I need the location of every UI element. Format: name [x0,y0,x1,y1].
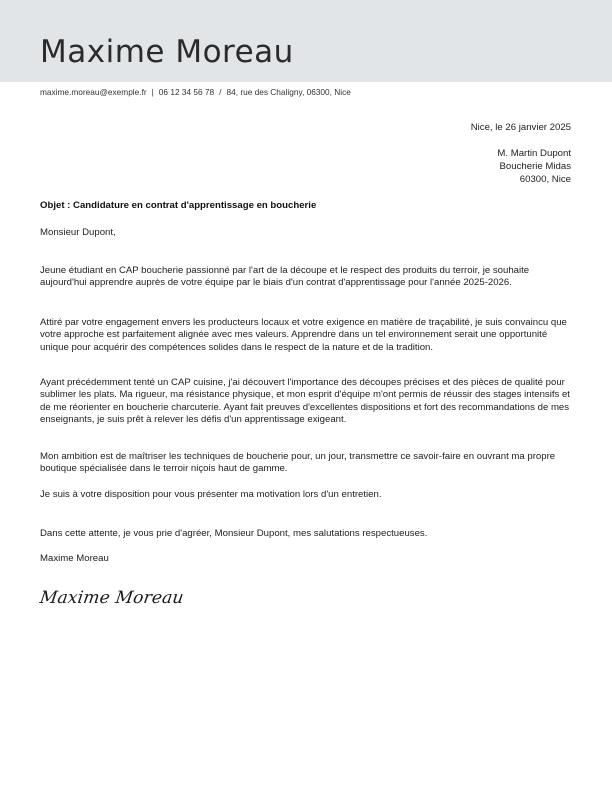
letter-salutation: Monsieur Dupont, [40,227,116,238]
body-paragraph: Attiré par votre engagement envers les producteurs locaux et votre exigence en matière de traçabilité, je suis convaincu que votre approche est parfaitement alignée avec mes valeurs. Apprendre dans un tel environnement serait une opportunité unique pour acquérir des compétences solides dans le respect de la nature et de la tradition. [40,317,567,353]
sender-address: 84, rue des Chaligny, 06300, Nice [226,87,351,97]
handwritten-signature: Maxime Moreau [38,588,186,608]
contact-line [40,87,351,97]
letter-closing: Dans cette attente, je vous prie d'agréer, Monsieur Dupont, mes salutations respectueuses. [40,528,428,539]
recipient-city: 60300, Nice [519,173,571,185]
recipient-name: M. Martin Dupont [497,148,571,159]
sender-name: Maxime Moreau [40,34,294,70]
letter-subject: Objet : Candidature en contrat d'apprentissage en boucherie [40,200,317,211]
body-paragraph: Ayant précédemment tenté un CAP cuisine, j'ai découvert l'importance des découpes précises et des pièces de qualité pour sublimer les plats. Ma rigueur, ma résistance physique, et mon esprit d'équipe m'ont permis de réussir des stages intensifs et de me réorienter en boucherie charcuterie. Ayant fait preuves d'excellentes dispositions et fort des recommandations de mes enseignants, je suis prêt à relever les défis d'un apprentissage exigeant. [40,377,570,426]
body-paragraph: Mon ambition est de maîtriser les techniques de boucherie pour, un jour, transmettre ce savoir-faire en ouvrant ma propre boutique spécialisée dans le terroir niçois haut de gamme. [40,451,556,475]
body-paragraph: Je suis à votre disposition pour vous présenter ma motivation lors d'un entretien. [40,489,382,500]
letter-date: Nice, le 26 janvier 2025 [470,122,571,133]
sender-phone: 06 12 34 56 78 [158,87,215,97]
recipient-block [497,148,571,186]
contact-separator: / [219,87,222,97]
sender-email[interactable]: maxime.moreau@exemple.fr [40,87,147,97]
body-paragraph: Jeune étudiant en CAP boucherie passionné par l'art de la découpe et le respect des produits du terroir, je souhaite aujourd'hui apprendre auprès de votre équipe par le biais d'un contrat d'apprentissage pour l'année 2025-2026. [40,265,530,289]
recipient-company: Boucherie Midas [499,160,571,172]
contact-separator: | [151,87,154,97]
signer-name: Maxime Moreau [40,553,109,564]
